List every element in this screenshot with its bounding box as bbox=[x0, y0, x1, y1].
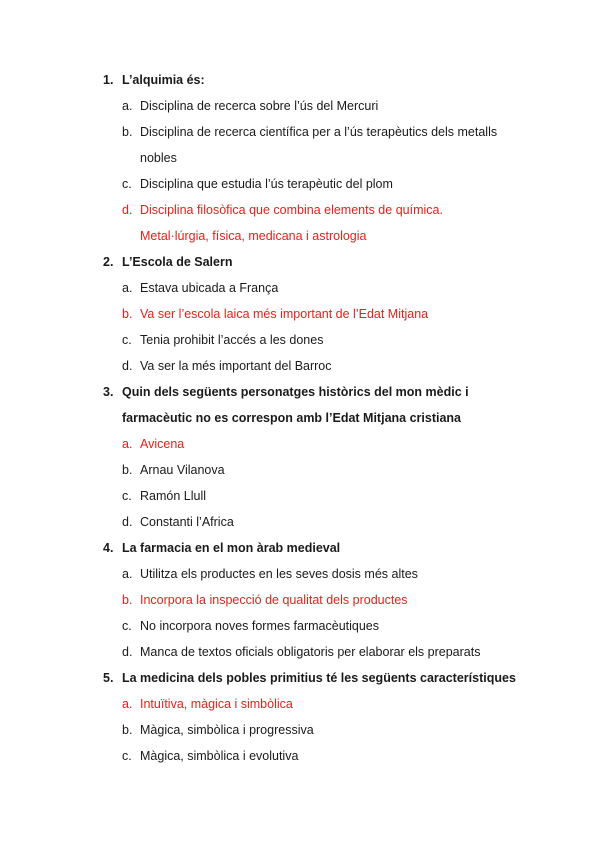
option-letter: a. bbox=[122, 567, 133, 581]
option-text: Ramón Llull bbox=[140, 489, 207, 503]
question-text: La farmacia en el mon àrab medieval bbox=[122, 541, 341, 555]
question-2 bbox=[103, 249, 503, 275]
question-1-option-c bbox=[122, 171, 502, 197]
question-3-option-a bbox=[122, 431, 502, 457]
option-letter: a. bbox=[122, 697, 133, 711]
option-letter: c. bbox=[122, 489, 132, 503]
question-text: L’alquimia és: bbox=[122, 73, 205, 87]
option-letter: d. bbox=[122, 359, 133, 373]
option-text: Màgica, simbòlica i progressiva bbox=[140, 723, 314, 737]
question-number: 2. bbox=[103, 255, 114, 269]
question-number: 4. bbox=[103, 541, 114, 555]
question-4-option-c bbox=[122, 613, 502, 639]
option-text: Incorpora la inspecció de qualitat dels productes bbox=[140, 593, 408, 607]
question-5-option-a bbox=[122, 691, 502, 717]
option-letter: a. bbox=[122, 99, 133, 113]
question-text: Quin dels següents personatges històrics del mon mèdic i farmacèutic no es correspon amb l’Edat Mitjana cristiana bbox=[122, 385, 469, 425]
question-text: L’Escola de Salern bbox=[122, 255, 233, 269]
question-2-option-c bbox=[122, 327, 502, 353]
option-letter: b. bbox=[122, 593, 133, 607]
option-text: Arnau Vilanova bbox=[140, 463, 225, 477]
option-text: Tenia prohibit l’accés a les dones bbox=[140, 333, 324, 347]
option-letter: b. bbox=[122, 463, 133, 477]
option-text: Disciplina de recerca científica per a l’ús terapèutics dels metalls nobles bbox=[140, 125, 498, 165]
option-letter: a. bbox=[122, 281, 133, 295]
option-letter: c. bbox=[122, 177, 132, 191]
option-text: Avicena bbox=[140, 437, 185, 451]
question-number: 1. bbox=[103, 73, 114, 87]
option-text: Màgica, simbòlica i evolutiva bbox=[140, 749, 299, 763]
question-5-option-b bbox=[122, 717, 502, 743]
option-letter: d. bbox=[122, 645, 133, 659]
option-text: Disciplina de recerca sobre l’ús del Mercuri bbox=[140, 99, 379, 113]
question-5 bbox=[103, 665, 523, 691]
question-3-option-c bbox=[122, 483, 502, 509]
option-text: Intuïtiva, màgica i simbòlica bbox=[140, 697, 293, 711]
option-letter: c. bbox=[122, 749, 132, 763]
option-text: Va ser l’escola laica més important de l’Edat Mitjana bbox=[140, 307, 429, 321]
question-2-option-a bbox=[122, 275, 502, 301]
question-4-option-b bbox=[122, 587, 502, 613]
question-number: 5. bbox=[103, 671, 114, 685]
option-text: Disciplina que estudia l’ús terapèutic del plom bbox=[140, 177, 393, 191]
question-5-option-c bbox=[122, 743, 502, 769]
question-2-option-d bbox=[122, 353, 502, 379]
option-text: No incorpora noves formes farmacèutiques bbox=[140, 619, 380, 633]
option-letter: c. bbox=[122, 619, 132, 633]
question-1-option-d bbox=[122, 197, 462, 249]
option-text: Constanti l’Africa bbox=[140, 515, 234, 529]
question-2-option-b bbox=[122, 301, 502, 327]
question-4 bbox=[103, 535, 503, 561]
option-letter: d. bbox=[122, 515, 133, 529]
question-1-option-b bbox=[122, 119, 502, 171]
question-3 bbox=[103, 379, 503, 431]
question-1-option-a bbox=[122, 93, 502, 119]
option-text: Utilitza els productes en les seves dosis més altes bbox=[140, 567, 418, 581]
question-4-option-a bbox=[122, 561, 502, 587]
question-number: 3. bbox=[103, 385, 114, 399]
option-text: Manca de textos oficials obligatoris per elaborar els preparats bbox=[140, 645, 481, 659]
question-1 bbox=[103, 67, 503, 93]
option-text: Va ser la més important del Barroc bbox=[140, 359, 332, 373]
option-letter: b. bbox=[122, 125, 133, 139]
option-letter: a. bbox=[122, 437, 133, 451]
option-letter: b. bbox=[122, 723, 133, 737]
option-text: Disciplina filosòfica que combina elements de química. Metal·lúrgia, física, medicana i astrologia bbox=[140, 203, 443, 243]
option-letter: c. bbox=[122, 333, 132, 347]
question-3-option-d bbox=[122, 509, 502, 535]
question-text: La medicina dels pobles primitius té les següents característiques bbox=[122, 671, 516, 685]
question-3-option-b bbox=[122, 457, 502, 483]
option-letter: b. bbox=[122, 307, 133, 321]
question-4-option-d bbox=[122, 639, 522, 665]
option-text: Estava ubicada a França bbox=[140, 281, 279, 295]
option-letter: d. bbox=[122, 203, 133, 217]
